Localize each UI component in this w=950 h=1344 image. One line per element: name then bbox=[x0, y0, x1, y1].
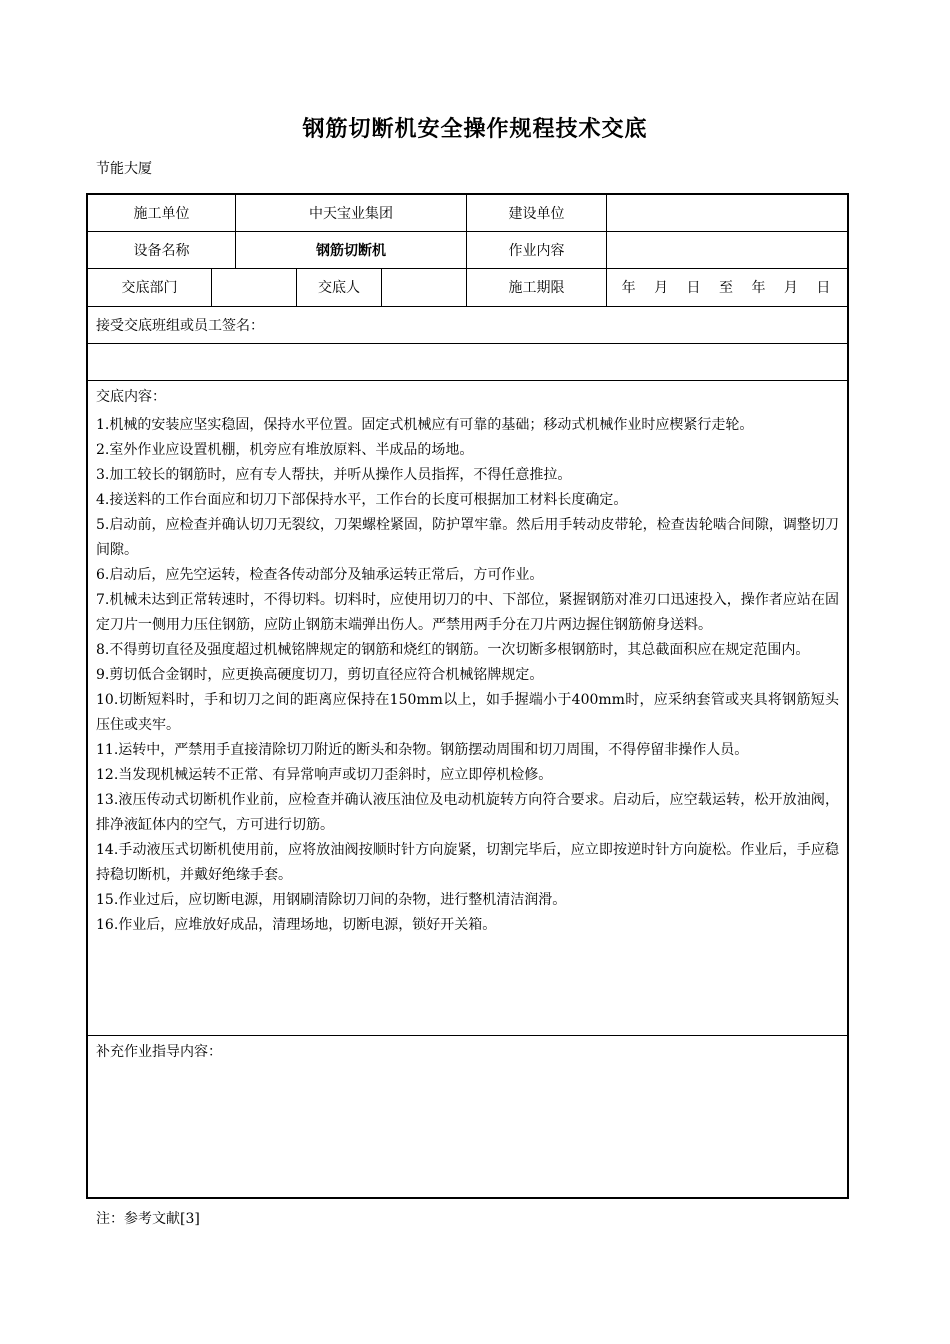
content-item: 3.加工较长的钢筋时，应有专人帮扶，并听从操作人员指挥，不得任意推拉。 bbox=[96, 467, 572, 483]
content-item: 11.运转中，严禁用手直接清除切刀附近的断头和杂物。钢筋摆动周围和切刀周围，不得停留非操作人员。 bbox=[96, 742, 749, 758]
content-section bbox=[88, 380, 847, 1036]
construction-unit-label: 施工单位 bbox=[88, 195, 236, 231]
owner-unit-value[interactable] bbox=[607, 195, 847, 231]
dept-value[interactable] bbox=[212, 268, 297, 306]
dept-label: 交底部门 bbox=[88, 268, 212, 306]
content-item: 7.机械未达到正常转速时，不得切料。切料时，应使用切刀的中、下部位，紧握钢筋对准刃口迅速投入，操作者应站在固定刀片一侧用力压住钢筋，应防止钢筋末端弹出伤人。严禁用两手分在刀片两边握住钢筋俯身送料。 bbox=[96, 592, 839, 633]
content-item: 5.启动前，应检查并确认切刀无裂纹，刀架螺栓紧固，防护罩牢靠。然后用手转动皮带轮，检查齿轮啮合间隙，调整切刀间隙。 bbox=[96, 517, 839, 558]
signature-label-row bbox=[88, 306, 847, 344]
person-label: 交底人 bbox=[297, 268, 382, 306]
construction-unit-value[interactable]: 中天宝业集团 bbox=[236, 195, 467, 231]
project-name: 节能大厦 bbox=[96, 161, 152, 177]
owner-unit-label: 建设单位 bbox=[467, 195, 607, 231]
content-item: 1.机械的安装应坚实稳固，保持水平位置。固定式机械应有可靠的基础；移动式机械作业时应楔紧行走轮。 bbox=[96, 417, 754, 433]
period-value[interactable]: 年 月 日 至 年 月 日 bbox=[621, 280, 833, 296]
content-item: 12.当发现机械运转不正常、有异常响声或切刀歪斜时，应立即停机检修。 bbox=[96, 767, 553, 783]
content-item: 2.室外作业应设置机棚，机旁应有堆放原料、半成品的场地。 bbox=[96, 442, 474, 458]
content-item: 13.液压传动式切断机作业前，应检查并确认液压油位及电动机旋转方向符合要求。启动后，应空载运转，松开放油阀，排净液缸体内的空气，方可进行切筋。 bbox=[96, 792, 839, 833]
content-item: 16.作业后，应堆放好成品，清理场地，切断电源，锁好开关箱。 bbox=[96, 917, 497, 933]
disclosure-form bbox=[86, 193, 849, 1199]
content-list bbox=[96, 413, 839, 938]
signature-label: 接受交底班组或员工签名： bbox=[96, 317, 264, 334]
work-content-value[interactable] bbox=[607, 231, 847, 268]
equipment-value[interactable]: 钢筋切断机 bbox=[236, 231, 467, 268]
period-label: 施工期限 bbox=[467, 268, 607, 306]
content-item: 14.手动液压式切断机使用前，应将放油阀按顺时针方向旋紧，切割完毕后，应立即按逆时针方向旋松。作业后，手应稳持稳切断机，并戴好绝缘手套。 bbox=[96, 842, 839, 883]
content-item: 4.接送料的工作台面应和切刀下部保持水平，工作台的长度可根据加工材料长度确定。 bbox=[96, 492, 628, 508]
person-value[interactable] bbox=[382, 268, 467, 306]
content-item: 8.不得剪切直径及强度超过机械铭牌规定的钢筋和烧红的钢筋。一次切断多根钢筋时，其总截面积应在规定范围内。 bbox=[96, 642, 810, 658]
content-item: 10.切断短料时，手和切刀之间的距离应保持在150mm以上，如手握端小于400mm时，应采纳套管或夹具将钢筋短头压住或夹牢。 bbox=[96, 692, 839, 733]
document-title: 钢筋切断机安全操作规程技术交底 bbox=[302, 117, 648, 142]
form-row-equipment bbox=[88, 231, 847, 269]
footer-note: 注：参考文献[3] bbox=[96, 1211, 200, 1227]
equipment-label: 设备名称 bbox=[88, 231, 236, 268]
content-item: 15.作业过后，应切断电源，用钢刷清除切刀间的杂物，进行整机清洁润滑。 bbox=[96, 892, 567, 908]
signature-area[interactable] bbox=[88, 343, 847, 381]
supplement-section[interactable] bbox=[88, 1035, 847, 1197]
content-item: 9.剪切低合金钢时，应更换高硬度切刀，剪切直径应符合机械铭牌规定。 bbox=[96, 667, 544, 683]
content-item: 6.启动后，应先空运转，检查各传动部分及轴承运转正常后，方可作业。 bbox=[96, 567, 544, 583]
content-label: 交底内容： bbox=[96, 389, 166, 405]
form-row-units bbox=[88, 195, 847, 232]
supplement-label: 补充作业指导内容： bbox=[96, 1044, 222, 1060]
form-row-disclosure bbox=[88, 268, 847, 307]
work-content-label: 作业内容 bbox=[467, 231, 607, 268]
